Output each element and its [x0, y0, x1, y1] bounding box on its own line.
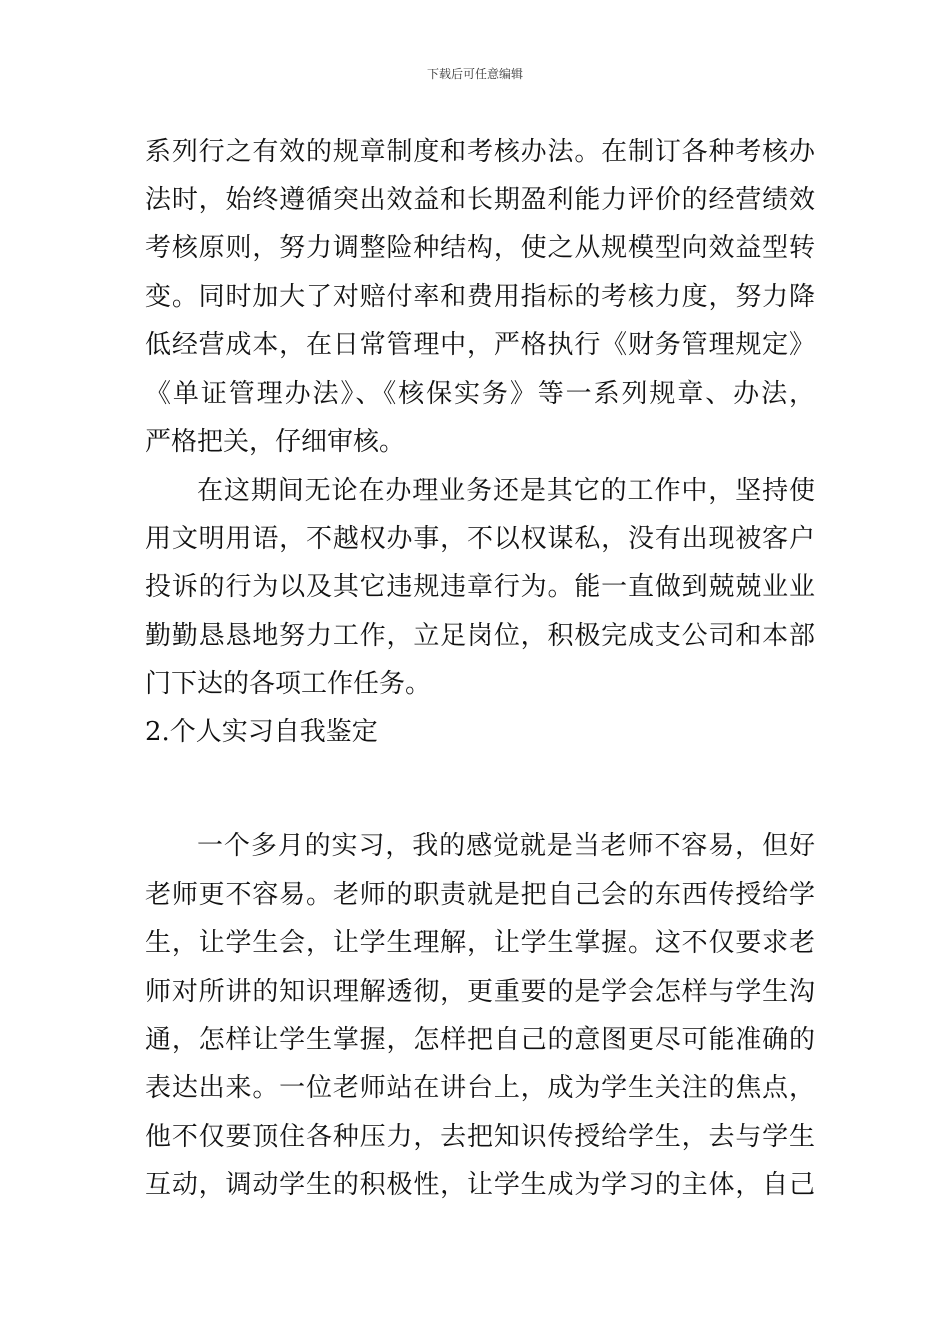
text-line: 通，怎样让学生掌握，怎样把自己的意图更尽可能准确的	[145, 1025, 815, 1055]
text-line: 考核原则，努力调整险种结构，使之从规模型向效益型转	[145, 233, 815, 263]
text-line: 勤勤恳恳地努力工作，立足岗位，积极完成支公司和本部	[145, 621, 815, 651]
text-line: 他不仅要顶住各种压力，去把知识传授给学生，去与学生	[145, 1122, 815, 1152]
text-line: 变。同时加大了对赔付率和费用指标的考核力度，努力降	[145, 282, 815, 312]
text-line: 师对所讲的知识理解透彻，更重要的是学会怎样与学生沟	[145, 977, 815, 1007]
section-title: 2.个人实习自我鉴定	[145, 717, 378, 747]
text-line: 投诉的行为以及其它违规违章行为。能一直做到兢兢业业	[145, 572, 815, 602]
text-line: 低经营成本，在日常管理中，严格执行《财务管理规定》	[145, 330, 815, 360]
text-line: 法时，始终遵循突出效益和长期盈利能力评价的经营绩效	[145, 185, 815, 215]
text-line: 表达出来。一位老师站在讲台上，成为学生关注的焦点，	[145, 1073, 815, 1103]
text-line: 生，让学生会，让学生理解，让学生掌握。这不仅要求老	[145, 928, 815, 958]
text-line: 《单证管理办法》、《核保实务》等一系列规章、办法，	[145, 379, 815, 409]
text-line: 用文明用语，不越权办事，不以权谋私，没有出现被客户	[145, 524, 815, 554]
text-line: 在这期间无论在办理业务还是其它的工作中，坚持使	[197, 476, 815, 506]
text-line: 老师更不容易。老师的职责就是把自己会的东西传授给学	[145, 880, 815, 910]
text-line: 互动，调动学生的积极性，让学生成为学习的主体，自己	[145, 1170, 815, 1200]
text-line: 系列行之有效的规章制度和考核办法。在制订各种考核办	[145, 137, 815, 167]
text-line: 门下达的各项工作任务。	[145, 669, 432, 699]
page-header: 下载后可任意编辑	[426, 67, 523, 81]
text-line: 一个多月的实习，我的感觉就是当老师不容易，但好	[197, 831, 815, 861]
text-line: 严格把关，仔细审核。	[145, 427, 406, 457]
